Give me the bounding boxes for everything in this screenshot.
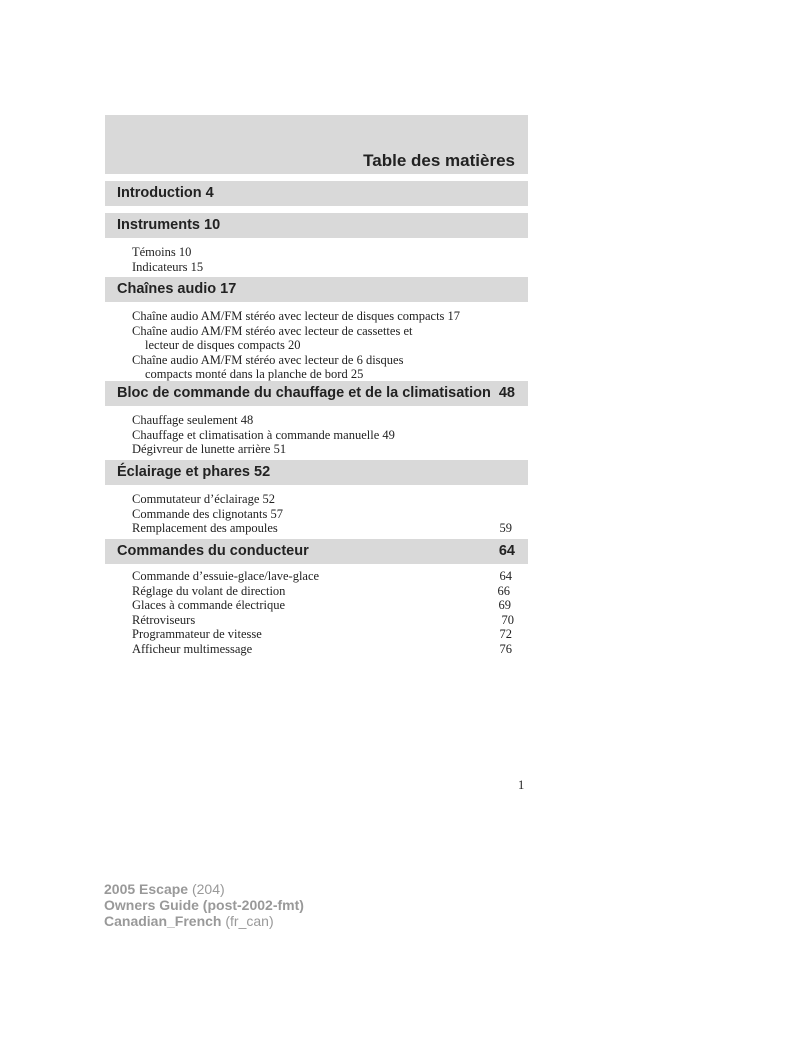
toc-entry-label: Réglage du volant de direction [132, 583, 286, 598]
driver-items [132, 569, 512, 656]
section-label: Instruments 10 [117, 217, 221, 233]
toc-entry[interactable]: Témoins 10 [132, 245, 192, 259]
toc-entry-page: 66 [497, 583, 510, 598]
section-label: Éclairage et phares 52 [117, 464, 271, 480]
toc-entry-label: Afficheur multimessage [132, 641, 253, 656]
section-label: Bloc de commande du chauffage et de la climatisation [117, 385, 491, 401]
toc-entry-label: Programmateur de vitesse [132, 627, 262, 641]
toc-entry-continued[interactable] [132, 338, 512, 353]
toc-entry[interactable]: Chauffage seulement 48 [132, 413, 254, 427]
lighting-items [132, 492, 512, 536]
toc-entry-page: 64 [499, 569, 512, 583]
toc-entry-page: 69 [498, 598, 511, 612]
section-lighting[interactable] [105, 460, 528, 485]
toc-entry-label: Remplacement des ampoules [132, 521, 278, 535]
toc-entry[interactable] [132, 584, 512, 599]
section-instruments[interactable] [105, 213, 528, 238]
toc-entry[interactable] [132, 613, 512, 628]
toc-entry[interactable] [132, 598, 512, 613]
instruments-items [132, 245, 512, 274]
section-driver-controls[interactable] [105, 539, 528, 564]
toc-entry[interactable] [132, 569, 512, 584]
toc-entry-label: Glaces à commande électrique [132, 598, 286, 612]
section-label: Commandes du conducteur [117, 543, 309, 559]
toc-entry[interactable]: Chauffage et climatisation à commande manuelle 49 [132, 427, 395, 442]
footer-line-guide: Owners Guide (post-2002-fmt) [104, 897, 304, 913]
toc-entry[interactable]: Commande des clignotants 57 [132, 506, 284, 521]
toc-entry-label: Commande d’essuie-glace/lave-glace [132, 569, 320, 583]
toc-entry[interactable] [132, 521, 512, 536]
footer-line-model: 2005 Escape (204) [104, 881, 225, 897]
section-introduction[interactable] [105, 181, 528, 206]
section-label: Introduction 4 [117, 185, 214, 201]
toc-entry[interactable]: Chaîne audio AM/FM stéréo avec lecteur de 6 disques [132, 352, 404, 367]
toc-entry-page: 72 [499, 627, 512, 641]
audio-items [132, 309, 512, 382]
toc-entry-label: Rétroviseurs [132, 612, 196, 627]
toc-entry-page: 76 [499, 641, 512, 656]
page-number: 1 [518, 778, 525, 792]
climate-items [132, 413, 512, 457]
toc-entry[interactable]: Indicateurs 15 [132, 259, 204, 274]
toc-entry[interactable]: Chaîne audio AM/FM stéréo avec lecteur de cassettes et [132, 323, 413, 338]
toc-entry-continued[interactable] [132, 367, 512, 382]
toc-entry[interactable]: Dégivreur de lunette arrière 51 [132, 442, 287, 456]
toc-title-banner [105, 115, 528, 174]
toc-entry[interactable] [132, 642, 512, 657]
section-page: 64 [498, 543, 515, 559]
toc-entry[interactable]: Commutateur d’éclairage 52 [132, 492, 275, 506]
page-title: Table des matières [363, 151, 515, 170]
section-climate[interactable] [105, 381, 528, 406]
section-audio[interactable] [105, 277, 528, 302]
toc-entry-page: 59 [499, 521, 512, 535]
section-page: 48 [498, 385, 515, 401]
toc-entry[interactable] [132, 627, 512, 642]
footer-line-language: Canadian_French (fr_can) [104, 913, 274, 929]
toc-entry-continuation: lecteur de disques compacts 20 [145, 338, 301, 352]
toc-entry-continuation: compacts monté dans la planche de bord 25 [145, 367, 364, 381]
document-footer [104, 881, 304, 929]
toc-entry-page: 70 [501, 612, 514, 627]
section-label: Chaînes audio 17 [117, 281, 237, 297]
toc-entry[interactable]: Chaîne audio AM/FM stéréo avec lecteur de disques compacts 17 [132, 309, 461, 323]
